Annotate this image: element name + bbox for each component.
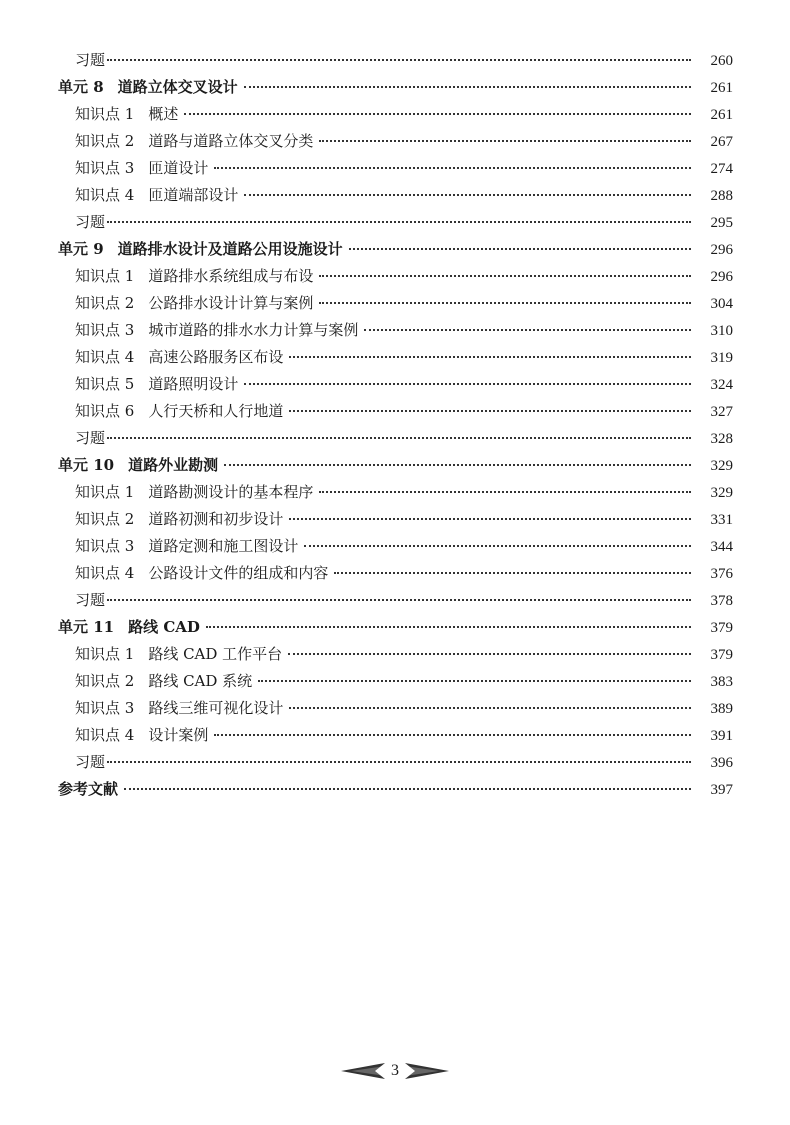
toc-entry-number: 单元 8 — [58, 78, 104, 96]
toc-page-number: 328 — [710, 431, 733, 447]
toc-topic-row[interactable] — [0, 479, 790, 506]
toc-entry-title: 习题 — [75, 51, 106, 69]
dot-leader — [258, 679, 691, 682]
toc-entry-number: 知识点 5 — [75, 375, 135, 393]
toc-page-number: 331 — [710, 512, 733, 528]
toc-page-number: 296 — [710, 242, 733, 258]
toc-page-number: 344 — [710, 539, 733, 555]
toc-page-number: 389 — [710, 701, 733, 717]
toc-entry-number: 知识点 2 — [75, 510, 135, 528]
toc-entry-title: 路线 CAD 工作平台 — [148, 645, 283, 663]
toc-entry-number: 知识点 4 — [75, 186, 135, 204]
toc-page-number: 295 — [710, 215, 733, 231]
toc-page-number: 260 — [710, 53, 733, 69]
toc-page-number: 296 — [710, 269, 733, 285]
dot-leader — [124, 787, 691, 790]
toc-entry-number: 知识点 3 — [75, 699, 135, 717]
toc-exercise-row[interactable] — [0, 209, 790, 236]
toc-entry-title: 匝道设计 — [148, 159, 209, 177]
toc-unit-row[interactable] — [0, 614, 790, 641]
toc-entry-number: 知识点 4 — [75, 564, 135, 582]
toc-topic-row[interactable] — [0, 560, 790, 587]
left-arrow-icon — [341, 1062, 385, 1080]
toc-exercise-row[interactable] — [0, 425, 790, 452]
dot-leader — [289, 409, 691, 412]
toc-topic-row[interactable] — [0, 290, 790, 317]
toc-entry-title: 道路初测和初步设计 — [148, 510, 284, 528]
toc-topic-row[interactable] — [0, 722, 790, 749]
dot-leader — [349, 247, 691, 250]
toc-entry-title: 习题 — [75, 591, 106, 609]
toc-page-number: 378 — [710, 593, 733, 609]
toc-entry-number: 知识点 4 — [75, 348, 135, 366]
toc-entry-number: 知识点 3 — [75, 537, 135, 555]
toc-page-number: 288 — [710, 188, 733, 204]
toc-entry-number: 知识点 1 — [75, 105, 135, 123]
toc-page-number: 397 — [710, 782, 733, 798]
dot-leader — [289, 706, 691, 709]
toc-page-number: 324 — [710, 377, 733, 393]
toc-topic-row[interactable] — [0, 344, 790, 371]
toc-page-number: 261 — [710, 107, 733, 123]
toc-unit-row[interactable] — [0, 452, 790, 479]
toc-entry-number: 知识点 1 — [75, 483, 135, 501]
toc-page-number: 391 — [710, 728, 733, 744]
toc-entry-number: 知识点 6 — [75, 402, 135, 420]
page-number: 3 — [391, 1062, 399, 1079]
toc-entry-title: 路线 CAD 系统 — [148, 672, 253, 690]
toc-topic-row[interactable] — [0, 695, 790, 722]
toc-page-number: 376 — [710, 566, 733, 582]
toc-topic-row[interactable] — [0, 182, 790, 209]
dot-leader — [319, 490, 691, 493]
toc-entry-title: 习题 — [75, 753, 106, 771]
toc-topic-row[interactable] — [0, 317, 790, 344]
toc-exercise-row[interactable] — [0, 587, 790, 614]
toc-unit-row[interactable] — [0, 776, 790, 803]
toc-entry-number: 知识点 2 — [75, 132, 135, 150]
toc-entry-title: 道路定测和施工图设计 — [148, 537, 299, 555]
toc-topic-row[interactable] — [0, 641, 790, 668]
toc-page-number: 396 — [710, 755, 733, 771]
toc-page-number: 327 — [710, 404, 733, 420]
toc-page-number: 329 — [710, 485, 733, 501]
dot-leader — [289, 517, 691, 520]
dot-leader — [244, 382, 691, 385]
toc-topic-row[interactable] — [0, 155, 790, 182]
dot-leader — [107, 220, 691, 223]
toc-page-number: 319 — [710, 350, 733, 366]
dot-leader — [184, 112, 691, 115]
toc-entry-title: 习题 — [75, 213, 106, 231]
toc-entry-title: 匝道端部设计 — [148, 186, 239, 204]
dot-leader — [364, 328, 691, 331]
toc-page-number: 383 — [710, 674, 733, 690]
toc-page-number: 267 — [710, 134, 733, 150]
toc-entry-title: 路线三维可视化设计 — [148, 699, 284, 717]
dot-leader — [107, 58, 691, 61]
toc-entry-number: 知识点 3 — [75, 159, 135, 177]
dot-leader — [214, 733, 691, 736]
dot-leader — [304, 544, 691, 547]
dot-leader — [224, 463, 691, 466]
toc-entry-title: 高速公路服务区布设 — [148, 348, 284, 366]
toc-entry-title: 道路立体交叉设计 — [117, 78, 238, 96]
toc-entry-title: 城市道路的排水水力计算与案例 — [148, 321, 359, 339]
toc-topic-row[interactable] — [0, 506, 790, 533]
toc-page-number: 274 — [710, 161, 733, 177]
toc-exercise-row[interactable] — [0, 749, 790, 776]
toc-entry-number: 知识点 1 — [75, 267, 135, 285]
toc-page-number: 379 — [710, 620, 733, 636]
toc-entry-title: 习题 — [75, 429, 106, 447]
toc-page-number: 261 — [710, 80, 733, 96]
dot-leader — [319, 274, 691, 277]
toc-topic-row[interactable] — [0, 398, 790, 425]
toc-page-number: 304 — [710, 296, 733, 312]
dot-leader — [244, 85, 691, 88]
toc-entry-number: 单元 11 — [58, 618, 115, 636]
dot-leader — [244, 193, 691, 196]
toc-entry-title: 道路外业勘测 — [128, 456, 219, 474]
toc-entry-title: 参考文献 — [58, 780, 119, 798]
table-of-contents — [0, 47, 790, 803]
dot-leader — [334, 571, 691, 574]
toc-entry-number: 知识点 2 — [75, 672, 135, 690]
toc-exercise-row[interactable] — [0, 47, 790, 74]
toc-entry-number: 单元 10 — [58, 456, 115, 474]
toc-entry-number: 知识点 1 — [75, 645, 135, 663]
dot-leader — [107, 436, 691, 439]
toc-entry-title: 公路排水设计计算与案例 — [148, 294, 314, 312]
toc-entry-title: 道路排水系统组成与布设 — [148, 267, 314, 285]
toc-page-number: 379 — [710, 647, 733, 663]
dot-leader — [289, 355, 691, 358]
toc-entry-number: 单元 9 — [58, 240, 104, 258]
dot-leader — [319, 139, 691, 142]
toc-entry-title: 道路排水设计及道路公用设施设计 — [117, 240, 343, 258]
toc-topic-row[interactable] — [0, 668, 790, 695]
dot-leader — [206, 625, 691, 628]
toc-entry-title: 设计案例 — [148, 726, 209, 744]
toc-entry-title: 道路照明设计 — [148, 375, 239, 393]
toc-entry-title: 公路设计文件的组成和内容 — [148, 564, 329, 582]
toc-unit-row[interactable] — [0, 236, 790, 263]
dot-leader — [288, 652, 691, 655]
toc-topic-row[interactable] — [0, 533, 790, 560]
toc-topic-row[interactable] — [0, 371, 790, 398]
toc-entry-title: 概述 — [148, 105, 179, 123]
toc-topic-row[interactable] — [0, 263, 790, 290]
toc-entry-title: 人行天桥和人行地道 — [148, 402, 284, 420]
toc-page-number: 329 — [710, 458, 733, 474]
dot-leader — [107, 760, 691, 763]
toc-entry-title: 道路与道路立体交叉分类 — [148, 132, 314, 150]
dot-leader — [107, 598, 691, 601]
toc-entry-number: 知识点 4 — [75, 726, 135, 744]
toc-entry-title: 路线 CAD — [128, 618, 200, 636]
toc-topic-row[interactable] — [0, 101, 790, 128]
dot-leader — [319, 301, 691, 304]
page-footer — [0, 1058, 790, 1084]
toc-topic-row[interactable] — [0, 128, 790, 155]
toc-page-number: 310 — [710, 323, 733, 339]
toc-entry-number: 知识点 2 — [75, 294, 135, 312]
right-arrow-icon — [405, 1062, 449, 1080]
dot-leader — [214, 166, 691, 169]
toc-unit-row[interactable] — [0, 74, 790, 101]
toc-entry-number: 知识点 3 — [75, 321, 135, 339]
toc-entry-title: 道路勘测设计的基本程序 — [148, 483, 314, 501]
